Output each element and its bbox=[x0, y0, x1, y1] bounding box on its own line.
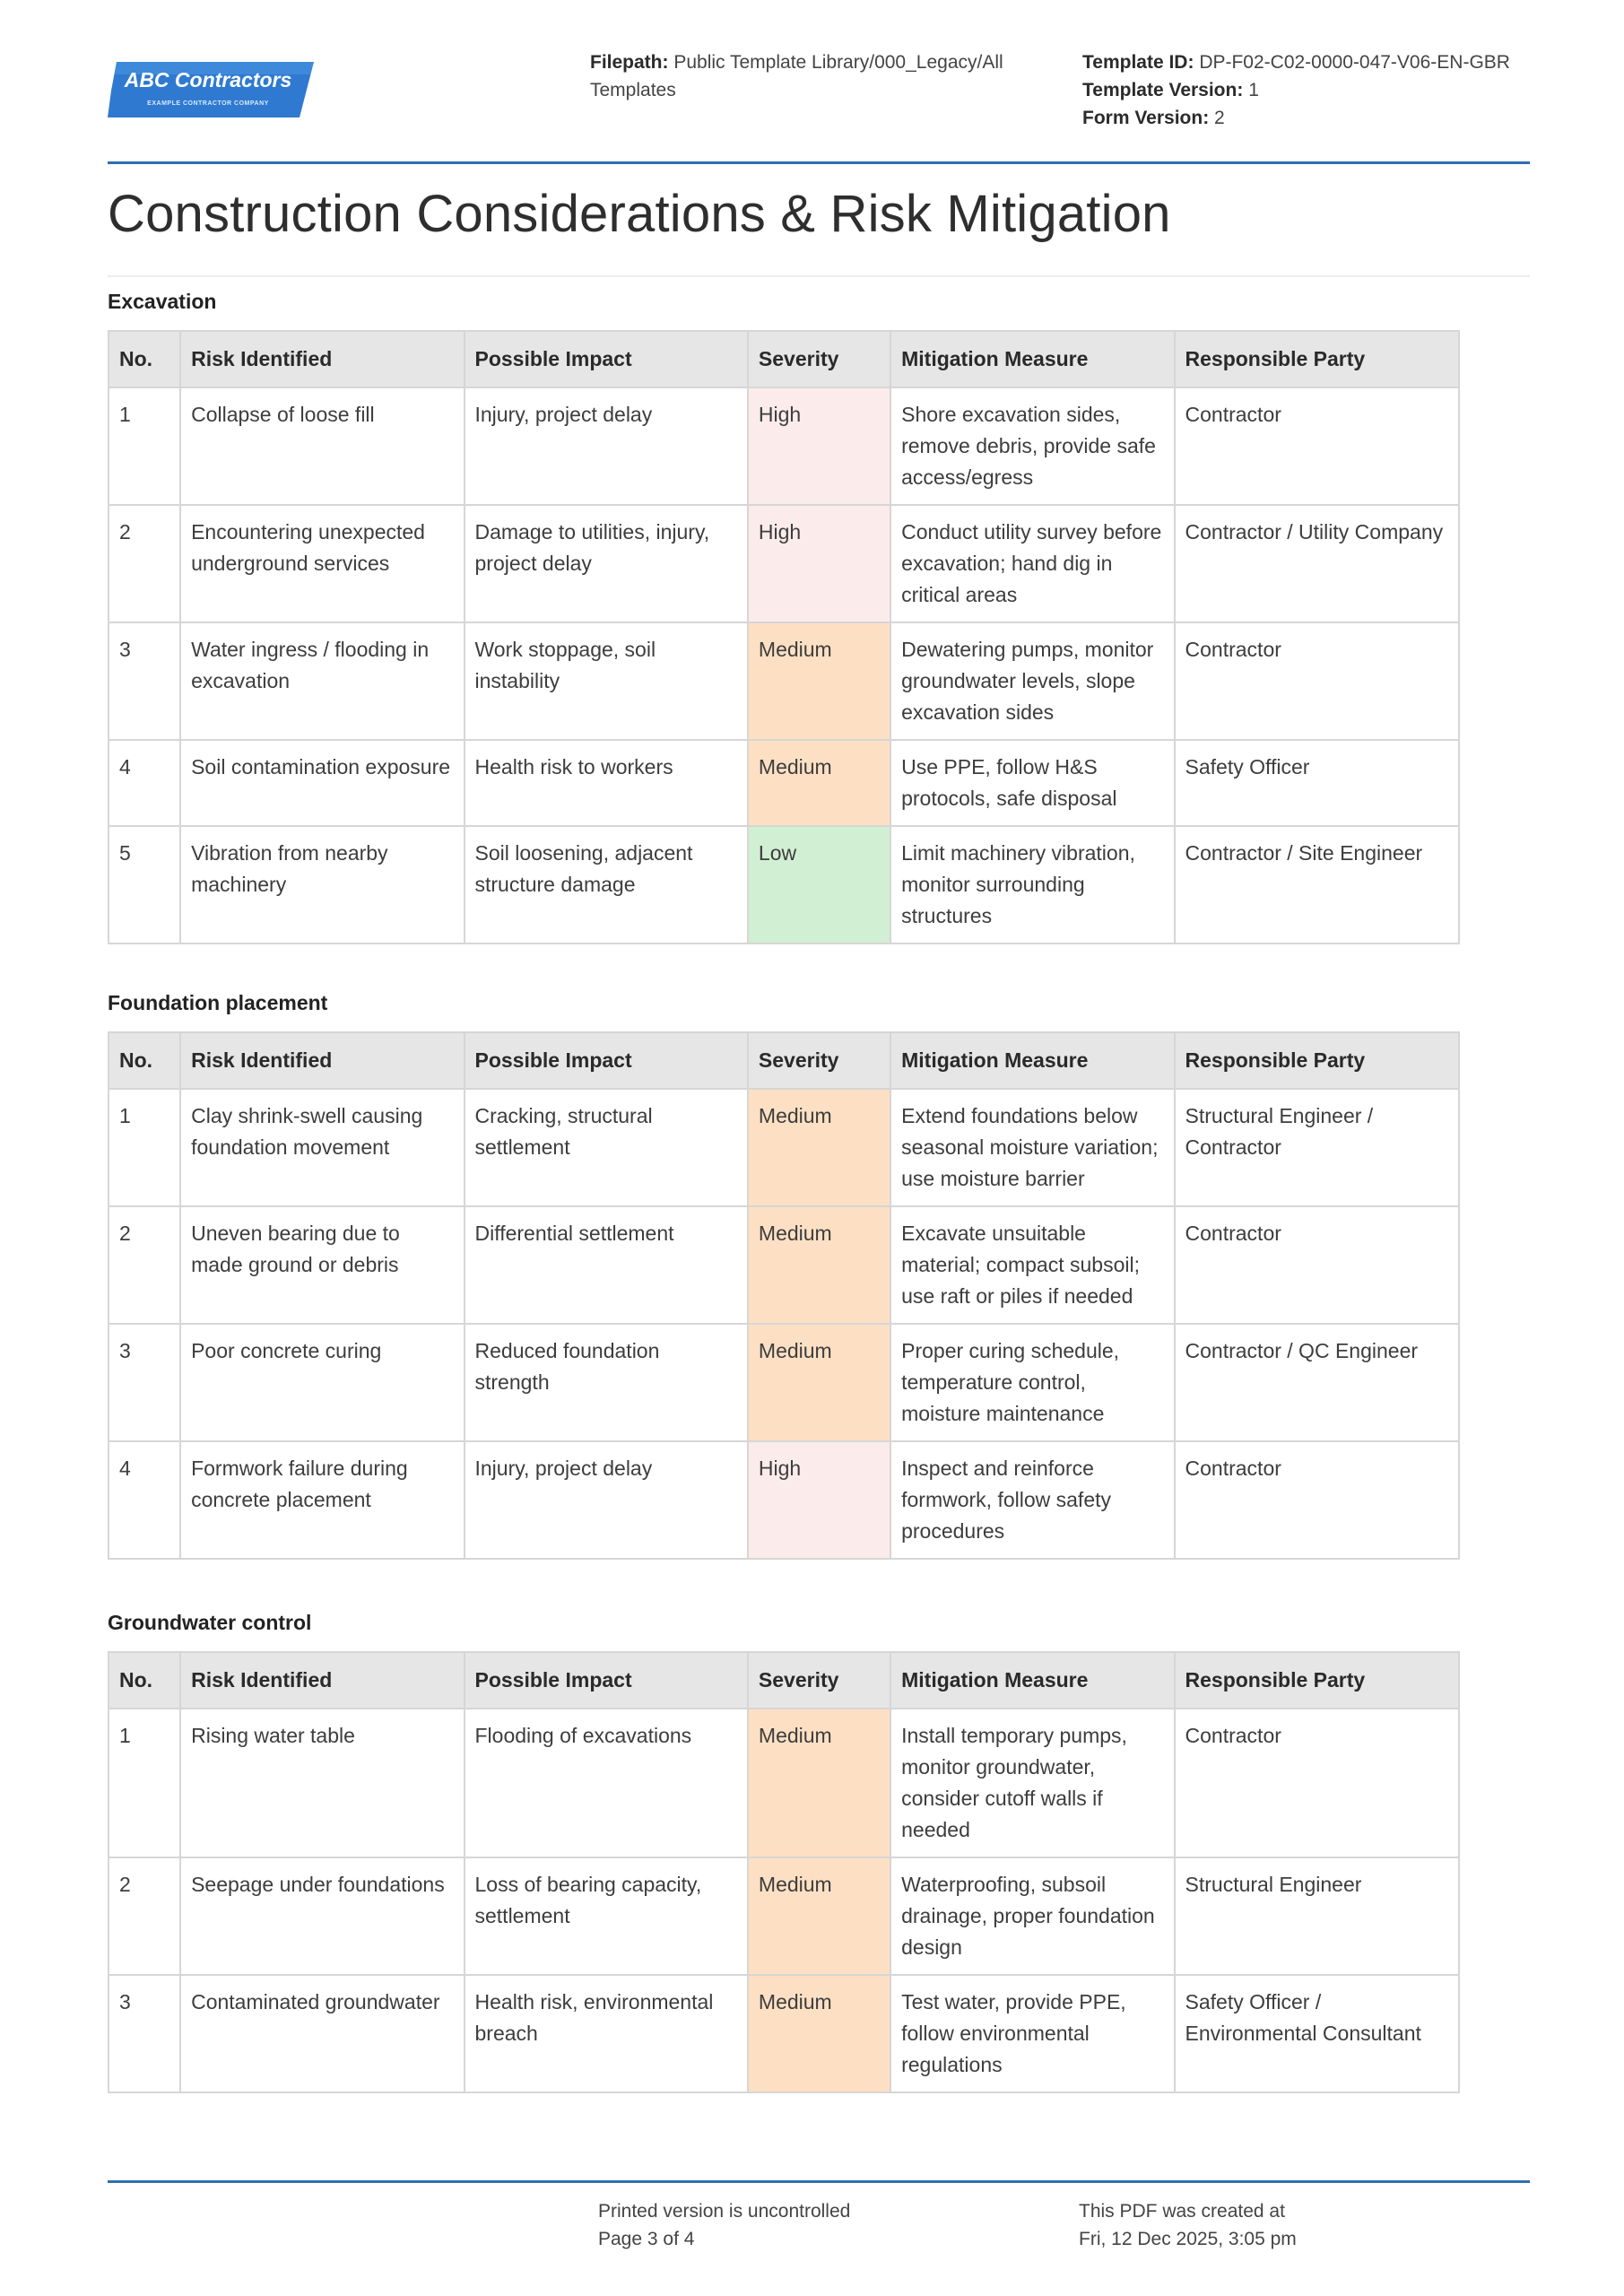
cell-mitigation: Extend foundations below seasonal moisture variation; use moisture barrier bbox=[890, 1089, 1174, 1206]
cell-risk: Seepage under foundations bbox=[180, 1857, 464, 1975]
template-info-block bbox=[1082, 48, 1531, 132]
header-divider bbox=[108, 161, 1530, 164]
cell-no: 3 bbox=[109, 1975, 180, 2092]
column-header-party: Responsible Party bbox=[1175, 1652, 1459, 1709]
cell-no: 2 bbox=[109, 1857, 180, 1975]
footer-right bbox=[1079, 2197, 1297, 2253]
cell-mitigation: Waterproofing, subsoil drainage, proper foundation design bbox=[890, 1857, 1174, 1975]
section-title-excavation: Excavation bbox=[108, 290, 217, 313]
cell-party: Contractor / QC Engineer bbox=[1175, 1324, 1459, 1441]
column-header-impact: Possible Impact bbox=[465, 1032, 748, 1089]
page-header bbox=[108, 45, 1530, 164]
cell-no: 3 bbox=[109, 1324, 180, 1441]
cell-severity: High bbox=[748, 505, 890, 622]
cell-risk: Contaminated groundwater bbox=[180, 1975, 464, 2092]
uncontrolled-notice: Printed version is uncontrolled bbox=[598, 2201, 851, 2222]
table-row bbox=[109, 387, 1459, 505]
filepath-label: Filepath: bbox=[590, 52, 669, 73]
cell-party: Contractor bbox=[1175, 622, 1459, 740]
risk-table-foundation-placement bbox=[108, 1031, 1460, 1560]
cell-severity: Medium bbox=[748, 1206, 890, 1324]
column-header-risk: Risk Identified bbox=[180, 331, 464, 387]
title-divider bbox=[108, 275, 1530, 277]
cell-risk: Clay shrink-swell causing foundation movement bbox=[180, 1089, 464, 1206]
cell-risk: Rising water table bbox=[180, 1709, 464, 1857]
cell-impact: Health risk to workers bbox=[465, 740, 748, 826]
cell-impact: Injury, project delay bbox=[465, 1441, 748, 1559]
table-row bbox=[109, 1857, 1459, 1975]
cell-mitigation: Install temporary pumps, monitor groundwater, consider cutoff walls if needed bbox=[890, 1709, 1174, 1857]
cell-no: 1 bbox=[109, 387, 180, 505]
table-row bbox=[109, 1975, 1459, 2092]
cell-risk: Vibration from nearby machinery bbox=[180, 826, 464, 944]
cell-risk: Water ingress / flooding in excavation bbox=[180, 622, 464, 740]
page-title: Construction Considerations & Risk Mitigation bbox=[108, 185, 1171, 243]
cell-severity: Low bbox=[748, 826, 890, 944]
cell-mitigation: Dewatering pumps, monitor groundwater levels, slope excavation sides bbox=[890, 622, 1174, 740]
cell-mitigation: Test water, provide PPE, follow environmental regulations bbox=[890, 1975, 1174, 2092]
cell-party: Contractor bbox=[1175, 387, 1459, 505]
column-header-impact: Possible Impact bbox=[465, 331, 748, 387]
logo-tagline-text: EXAMPLE CONTRACTOR COMPANY bbox=[147, 100, 269, 107]
form-version-value: 2 bbox=[1214, 108, 1225, 128]
column-header-party: Responsible Party bbox=[1175, 331, 1459, 387]
cell-no: 1 bbox=[109, 1089, 180, 1206]
cell-party: Contractor bbox=[1175, 1206, 1459, 1324]
table-row bbox=[109, 1709, 1459, 1857]
column-header-party: Responsible Party bbox=[1175, 1032, 1459, 1089]
table-row bbox=[109, 1324, 1459, 1441]
table-row bbox=[109, 1441, 1459, 1559]
cell-mitigation: Limit machinery vibration, monitor surrounding structures bbox=[890, 826, 1174, 944]
cell-risk: Formwork failure during concrete placement bbox=[180, 1441, 464, 1559]
cell-severity: High bbox=[748, 387, 890, 505]
cell-severity: Medium bbox=[748, 1709, 890, 1857]
cell-severity: Medium bbox=[748, 1324, 890, 1441]
cell-impact: Work stoppage, soil instability bbox=[465, 622, 748, 740]
created-label: This PDF was created at bbox=[1079, 2201, 1285, 2222]
page-number: Page 3 of 4 bbox=[598, 2229, 695, 2249]
company-logo bbox=[108, 60, 314, 119]
column-header-mitigation: Mitigation Measure bbox=[890, 1652, 1174, 1709]
cell-no: 2 bbox=[109, 1206, 180, 1324]
form-version-label: Form Version: bbox=[1082, 108, 1210, 128]
cell-mitigation: Excavate unsuitable material; compact subsoil; use raft or piles if needed bbox=[890, 1206, 1174, 1324]
cell-impact: Cracking, structural settlement bbox=[465, 1089, 748, 1206]
table-header-row bbox=[109, 1652, 1459, 1709]
table-row bbox=[109, 826, 1459, 944]
cell-mitigation: Use PPE, follow H&S protocols, safe disposal bbox=[890, 740, 1174, 826]
column-header-no: No. bbox=[109, 331, 180, 387]
risk-table-excavation bbox=[108, 330, 1460, 944]
cell-impact: Flooding of excavations bbox=[465, 1709, 748, 1857]
cell-risk: Soil contamination exposure bbox=[180, 740, 464, 826]
template-version-value: 1 bbox=[1248, 80, 1259, 100]
cell-severity: Medium bbox=[748, 1857, 890, 1975]
template-id-label: Template ID: bbox=[1082, 52, 1194, 73]
cell-no: 1 bbox=[109, 1709, 180, 1857]
cell-mitigation: Shore excavation sides, remove debris, provide safe access/egress bbox=[890, 387, 1174, 505]
cell-impact: Soil loosening, adjacent structure damage bbox=[465, 826, 748, 944]
column-header-severity: Severity bbox=[748, 331, 890, 387]
table-row bbox=[109, 740, 1459, 826]
cell-impact: Differential settlement bbox=[465, 1206, 748, 1324]
column-header-severity: Severity bbox=[748, 1652, 890, 1709]
cell-mitigation: Proper curing schedule, temperature control, moisture maintenance bbox=[890, 1324, 1174, 1441]
template-version-label: Template Version: bbox=[1082, 80, 1244, 100]
cell-impact: Damage to utilities, injury, project delay bbox=[465, 505, 748, 622]
logo-name-text: ABC Contractors bbox=[124, 68, 292, 91]
risk-table-groundwater-control bbox=[108, 1651, 1460, 2093]
cell-party: Contractor / Utility Company bbox=[1175, 505, 1459, 622]
table-row bbox=[109, 622, 1459, 740]
table-row bbox=[109, 505, 1459, 622]
column-header-mitigation: Mitigation Measure bbox=[890, 331, 1174, 387]
cell-no: 2 bbox=[109, 505, 180, 622]
cell-party: Structural Engineer bbox=[1175, 1857, 1459, 1975]
cell-party: Contractor bbox=[1175, 1709, 1459, 1857]
cell-impact: Health risk, environmental breach bbox=[465, 1975, 748, 2092]
cell-party: Structural Engineer / Contractor bbox=[1175, 1089, 1459, 1206]
cell-impact: Loss of bearing capacity, settlement bbox=[465, 1857, 748, 1975]
column-header-risk: Risk Identified bbox=[180, 1032, 464, 1089]
cell-severity: High bbox=[748, 1441, 890, 1559]
column-header-mitigation: Mitigation Measure bbox=[890, 1032, 1174, 1089]
column-header-no: No. bbox=[109, 1032, 180, 1089]
cell-severity: Medium bbox=[748, 1975, 890, 2092]
cell-risk: Encountering unexpected underground services bbox=[180, 505, 464, 622]
cell-risk: Uneven bearing due to made ground or debris bbox=[180, 1206, 464, 1324]
cell-severity: Medium bbox=[748, 740, 890, 826]
cell-party: Safety Officer bbox=[1175, 740, 1459, 826]
column-header-no: No. bbox=[109, 1652, 180, 1709]
template-id-value: DP-F02-C02-0000-047-V06-EN-GBR bbox=[1199, 52, 1510, 73]
cell-risk: Collapse of loose fill bbox=[180, 387, 464, 505]
cell-mitigation: Conduct utility survey before excavation; hand dig in critical areas bbox=[890, 505, 1174, 622]
cell-party: Contractor / Site Engineer bbox=[1175, 826, 1459, 944]
cell-party: Contractor bbox=[1175, 1441, 1459, 1559]
footer-left bbox=[598, 2197, 850, 2253]
table-header-row bbox=[109, 331, 1459, 387]
cell-impact: Injury, project delay bbox=[465, 387, 748, 505]
cell-severity: Medium bbox=[748, 622, 890, 740]
column-header-severity: Severity bbox=[748, 1032, 890, 1089]
created-date: Fri, 12 Dec 2025, 3:05 pm bbox=[1079, 2229, 1297, 2249]
filepath-value: Public Template Library/000_Legacy/All Templates bbox=[590, 52, 1003, 100]
cell-party: Safety Officer / Environmental Consultant bbox=[1175, 1975, 1459, 2092]
cell-impact: Reduced foundation strength bbox=[465, 1324, 748, 1441]
section-title-groundwater-control: Groundwater control bbox=[108, 1611, 312, 1634]
cell-risk: Poor concrete curing bbox=[180, 1324, 464, 1441]
column-header-impact: Possible Impact bbox=[465, 1652, 748, 1709]
filepath-block bbox=[590, 48, 1038, 104]
cell-no: 4 bbox=[109, 1441, 180, 1559]
cell-severity: Medium bbox=[748, 1089, 890, 1206]
footer-divider bbox=[108, 2180, 1530, 2183]
cell-no: 4 bbox=[109, 740, 180, 826]
table-row bbox=[109, 1206, 1459, 1324]
cell-no: 5 bbox=[109, 826, 180, 944]
table-row bbox=[109, 1089, 1459, 1206]
table-header-row bbox=[109, 1032, 1459, 1089]
cell-no: 3 bbox=[109, 622, 180, 740]
column-header-risk: Risk Identified bbox=[180, 1652, 464, 1709]
section-title-foundation-placement: Foundation placement bbox=[108, 991, 328, 1014]
cell-mitigation: Inspect and reinforce formwork, follow safety procedures bbox=[890, 1441, 1174, 1559]
